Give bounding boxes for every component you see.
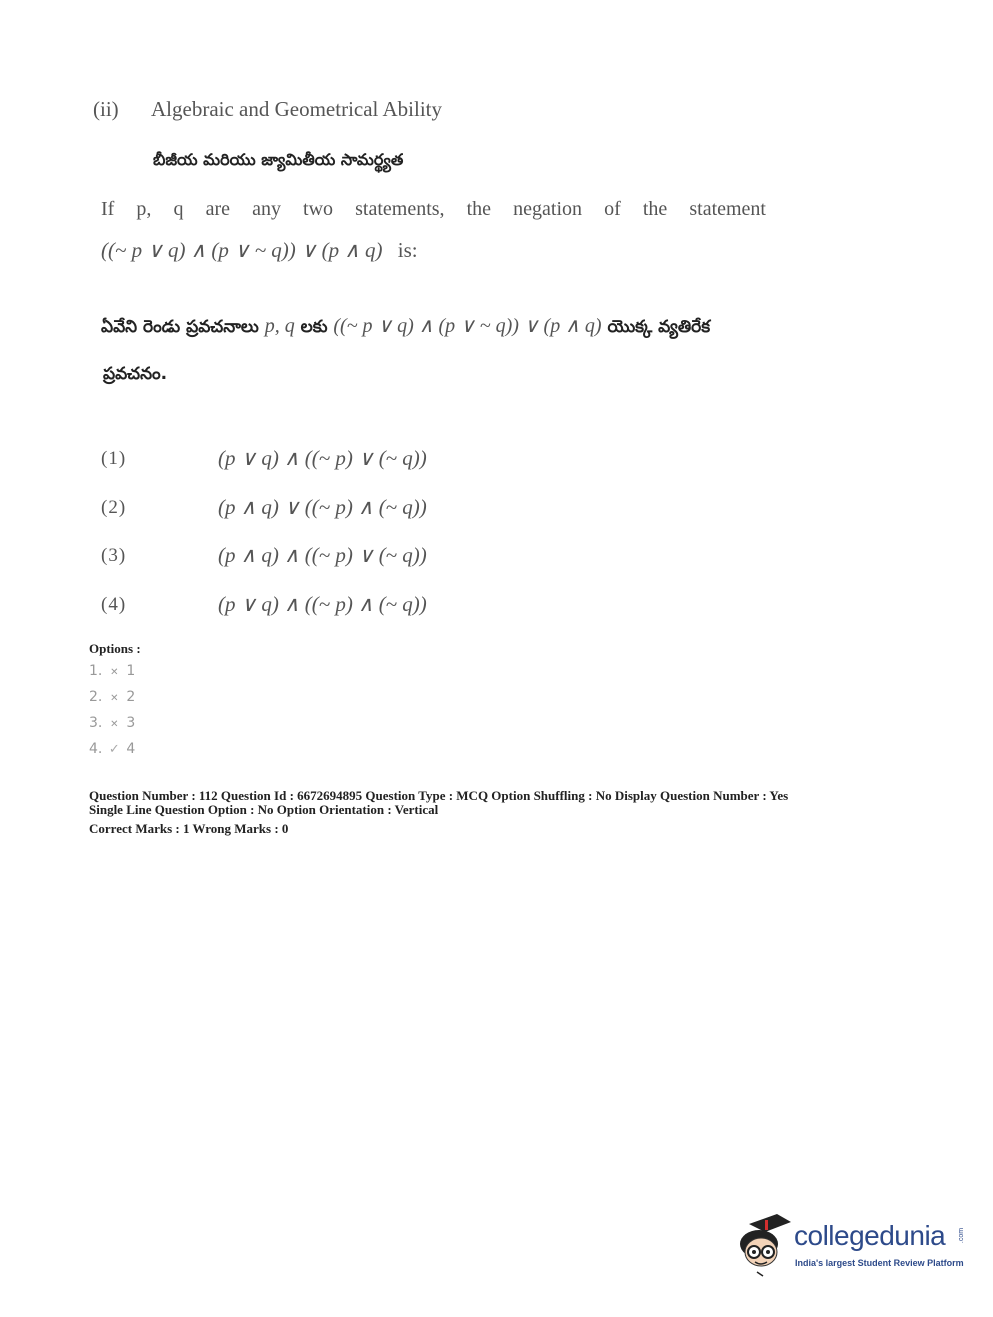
answer-index: 3. [89, 715, 103, 731]
answer-option [89, 663, 135, 679]
answer-index: 2. [89, 689, 103, 705]
question-text-telugu-line2: ప్రవచనం. [103, 364, 168, 384]
answer-option [89, 715, 135, 731]
question-text-telugu [101, 313, 710, 341]
telugu-suffix: యొక్క వ్యతిరేక [607, 317, 711, 337]
answer-option [89, 689, 135, 705]
choice-expression: (p ∧ q) ∨ ((~ p) ∧ (~ q)) [218, 495, 427, 519]
answer-value: 4 [126, 741, 136, 757]
mascot-icon [735, 1210, 793, 1280]
answer-option-correct [89, 741, 135, 757]
section-title: Algebraic and Geometrical Ability [151, 97, 442, 121]
logo-wordmark: collegedunia [794, 1220, 946, 1251]
question-meta-line1: Question Number : 112 Question Id : 6672694895 Question Type : MCQ Option Shuffling : No Display Question Number : Yes [89, 788, 789, 803]
cross-icon: ✕ [110, 719, 119, 730]
choice-expression: (p ∨ q) ∧ ((~ p) ∨ (~ q)) [218, 446, 427, 470]
choice-number: (1) [101, 448, 127, 469]
cross-icon: ✕ [110, 693, 119, 704]
choice-number: (4) [101, 594, 127, 615]
choice-expression: (p ∧ q) ∧ ((~ p) ∨ (~ q)) [218, 543, 427, 567]
choice-number: (3) [101, 545, 127, 566]
logo-tagline: India's largest Student Review Platform [795, 1258, 964, 1268]
question-text-english: If p, q are any two statements, the negation of the statement [101, 198, 766, 220]
question-meta-line3: Correct Marks : 1 Wrong Marks : 0 [89, 821, 289, 836]
answer-index: 4. [89, 741, 103, 757]
question-expression: ((~ p ∨ q) ∧ (p ∨ ~ q)) ∨ (p ∧ q) [101, 238, 383, 262]
telugu-prefix: ఏవేని రెండు ప్రవచనాలు [101, 317, 259, 337]
section-number: (ii) [93, 97, 119, 121]
question-suffix: is: [397, 238, 418, 262]
answer-value: 2 [126, 689, 136, 705]
logo-suffix: .com [958, 1227, 966, 1244]
check-icon: ✓ [108, 742, 120, 757]
answer-value: 1 [126, 663, 136, 679]
answer-value: 3 [126, 715, 136, 731]
answer-index: 1. [89, 663, 103, 679]
question-meta-line2: Single Line Question Option : No Option Orientation : Vertical [89, 802, 439, 817]
choice-expression: (p ∨ q) ∧ ((~ p) ∧ (~ q)) [218, 592, 427, 616]
telugu-laku: లకు [300, 317, 328, 337]
collegedunia-logo [735, 1210, 965, 1280]
options-label: Options : [89, 641, 141, 656]
cross-icon: ✕ [110, 667, 119, 678]
telugu-expression: ((~ p ∨ q) ∧ (p ∨ ~ q)) ∨ (p ∧ q) [333, 315, 602, 337]
section-title-telugu: బీజీయ మరియు జ్యామితీయ సామర్థ్యత [153, 150, 404, 169]
telugu-vars: p, q [264, 315, 295, 337]
choice-number: (2) [101, 497, 127, 518]
question-expression-line [101, 238, 418, 263]
